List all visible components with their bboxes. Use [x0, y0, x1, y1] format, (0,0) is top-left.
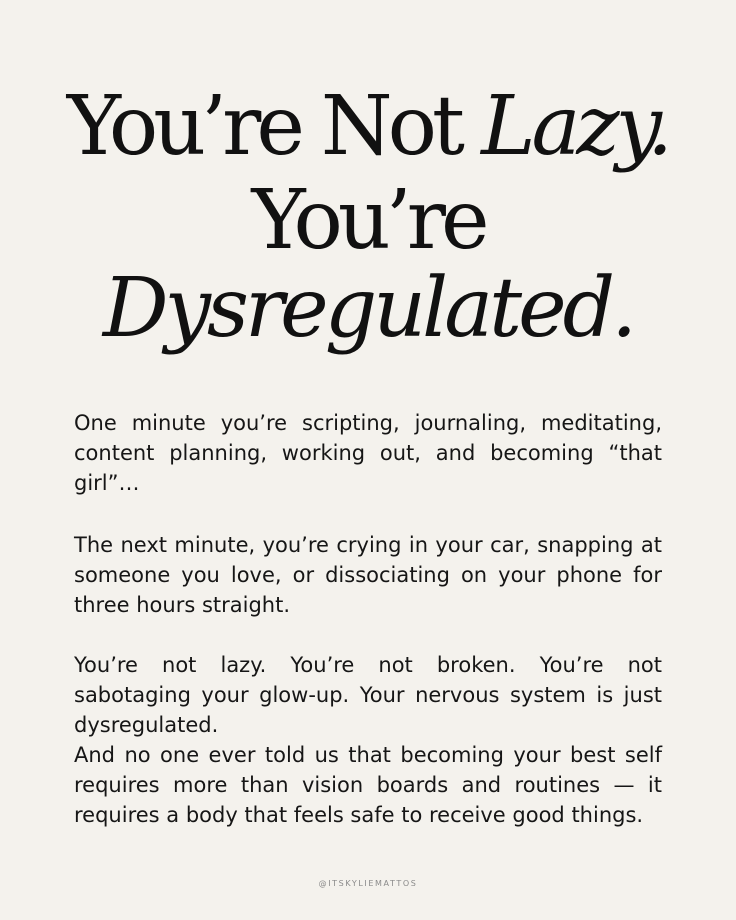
headline-regular-text: You’re Not	[66, 79, 482, 174]
paragraph-1: One minute you’re scripting, journaling, meditating, content planning, working out, and becoming “that girl”…	[74, 411, 662, 495]
headline-line-2: You’re	[251, 173, 485, 268]
paragraph-4: And no one ever told us that becoming your best self requires more than vision boards and routines — it requires a body that feels safe to receive good things.	[74, 743, 662, 827]
paragraph-2: The next minute, you’re crying in your car, snapping at someone you love, or dissociating on your phone for three hours straight.	[74, 533, 662, 617]
headline-line-3: Dysregulated.	[102, 261, 634, 356]
headline-line-1	[0, 79, 736, 174]
paragraph-3: You’re not lazy. You’re not broken. You’re not sabotaging your glow-up. Your nervous system is just dysregulated.	[74, 653, 662, 737]
headline-italic-lazy: Lazy.	[481, 79, 670, 174]
author-handle: @ITSKYLIEMATTOS	[318, 879, 418, 888]
